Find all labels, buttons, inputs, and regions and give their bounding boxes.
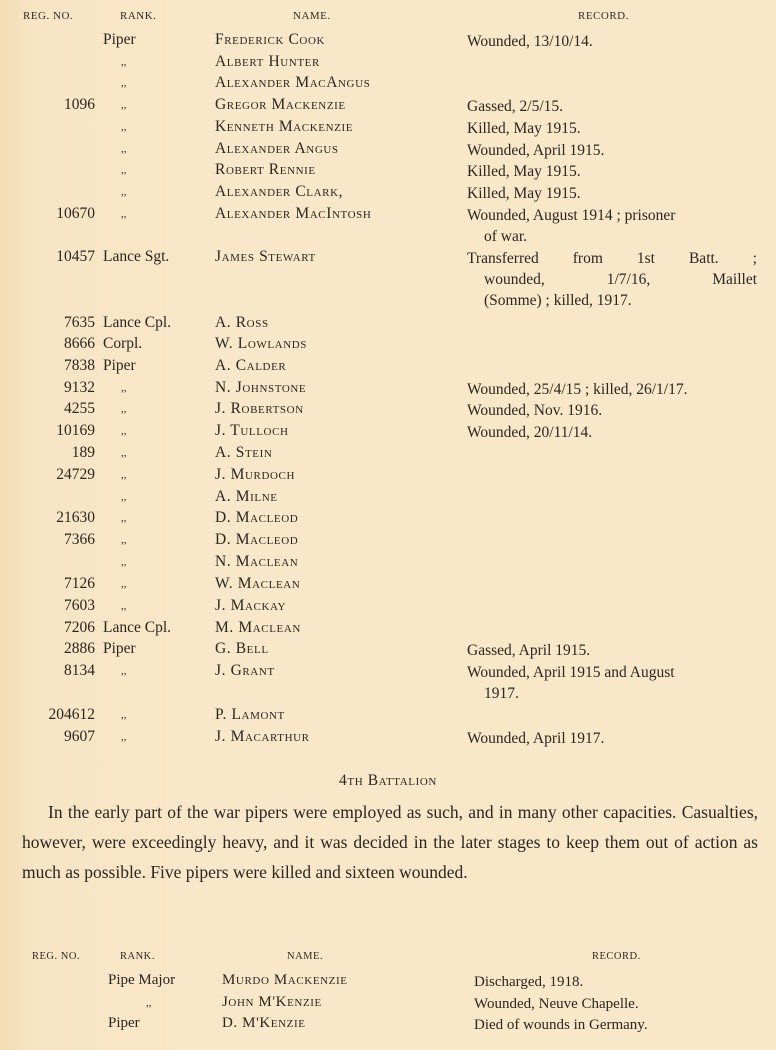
record <box>467 400 757 421</box>
name: Alexander Clark, <box>215 183 344 200</box>
name: A. Calder <box>215 357 287 374</box>
rank: Piper <box>103 357 136 374</box>
rank: ,, <box>121 447 127 459</box>
reg-no: 9607 <box>64 728 95 745</box>
record <box>467 140 757 161</box>
rank: ,, <box>121 56 127 68</box>
table-row <box>0 140 776 161</box>
record-line: Wounded, 13/10/14. <box>467 33 593 50</box>
rank: ,, <box>121 186 127 198</box>
table-row <box>0 314 776 335</box>
name: Alexander MacIntosh <box>215 205 372 222</box>
header-name: NAME. <box>293 10 331 22</box>
table-row <box>0 466 776 487</box>
name: James Stewart <box>215 248 316 265</box>
table-row <box>0 994 776 1015</box>
table-row <box>0 96 776 117</box>
record-line: of war. <box>484 228 528 245</box>
record: Discharged, 1918. <box>474 974 584 990</box>
record <box>467 728 757 749</box>
name: Robert Rennie <box>215 161 316 178</box>
record-line: Wounded, 25/4/15 ; killed, 26/1/17. <box>467 381 688 398</box>
record-line: Wounded, April 1917. <box>467 730 605 747</box>
record <box>467 379 757 400</box>
name: Albert Hunter <box>215 53 320 70</box>
rank: ,, <box>121 665 127 677</box>
name: M. Maclean <box>215 619 301 636</box>
rank: ,, <box>121 382 127 394</box>
record-line: Gassed, April 1915. <box>467 642 591 659</box>
reg-no: 7366 <box>64 531 95 548</box>
table-row <box>0 728 776 749</box>
record <box>467 118 757 139</box>
reg-no: 4255 <box>64 400 95 417</box>
rank: ,, <box>121 403 127 415</box>
rank: ,, <box>121 99 127 111</box>
name: J. Tulloch <box>215 422 289 439</box>
section-paragraph: In the early part of the war pipers were employed as such, and in many other capacities. Casualties, however, were exceedingly heavy, and it was decided in the later stages to keep them out of action as much as possible. Five pipers were killed and sixteen wounded. <box>22 802 758 882</box>
table-row <box>0 1015 776 1036</box>
rank: ,, <box>121 534 127 546</box>
section-paragraph-container <box>22 797 758 887</box>
record-line: Killed, May 1915. <box>467 120 581 137</box>
rank: Lance Cpl. <box>103 619 172 636</box>
reg-no: 7206 <box>64 619 95 636</box>
reg-no: 24729 <box>56 466 95 483</box>
reg-no: 189 <box>71 444 95 461</box>
rank: Piper <box>103 31 136 48</box>
header-record: RECORD. <box>578 10 629 22</box>
rank: Corpl. <box>103 335 143 352</box>
record: Died of wounds in Germany. <box>474 1017 648 1033</box>
table-row <box>0 161 776 182</box>
rank: ,, <box>121 425 127 437</box>
rank: ,, <box>121 556 127 568</box>
reg-no: 7126 <box>64 575 95 592</box>
record <box>467 640 757 661</box>
rank: ,, <box>121 143 127 155</box>
table-row <box>0 118 776 139</box>
name: W. Maclean <box>215 575 301 592</box>
name: J. Macarthur <box>215 728 310 745</box>
reg-no: 10169 <box>56 422 95 439</box>
name: Gregor Mackenzie <box>215 96 346 113</box>
name: J. Robertson <box>215 400 304 417</box>
name: N. Johnstone <box>215 379 307 396</box>
reg-no: 7635 <box>64 314 95 331</box>
record <box>467 183 757 204</box>
table-row <box>0 531 776 552</box>
name: A. Stein <box>215 444 273 461</box>
rank: ,, <box>121 709 127 721</box>
table-row <box>0 553 776 574</box>
name: Murdo Mackenzie <box>222 972 348 988</box>
name: John M'Kenzie <box>222 994 322 1010</box>
section-title: 4th Battalion <box>339 772 437 789</box>
name: G. Bell <box>215 640 269 657</box>
rank: ,, <box>121 600 127 612</box>
record-line: Wounded, April 1915. <box>467 142 605 159</box>
reg-no: 10670 <box>56 205 95 222</box>
record-line: (Somme) ; killed, 1917. <box>484 292 632 309</box>
name: D. Macleod <box>215 509 299 526</box>
reg-no: 204612 <box>48 706 95 723</box>
table-row <box>0 509 776 530</box>
record <box>467 662 757 704</box>
header2-rank: RANK. <box>120 951 155 962</box>
rank: ,, <box>121 512 127 524</box>
header2-reg-no: REG. NO. <box>32 951 81 962</box>
rank: ,, <box>121 731 127 743</box>
table-row <box>0 640 776 661</box>
table-row <box>0 662 776 702</box>
rank: Piper <box>108 1015 140 1031</box>
rank: Piper <box>103 640 136 657</box>
header2-name: NAME. <box>287 951 324 962</box>
table-row <box>0 488 776 509</box>
table-row <box>0 400 776 421</box>
table-row <box>0 205 776 245</box>
rank: Lance Cpl. <box>103 314 172 331</box>
rank: ,, <box>121 208 127 220</box>
reg-no: 7838 <box>64 357 95 374</box>
table-row <box>0 53 776 74</box>
record-line: Gassed, 2/5/15. <box>467 98 564 115</box>
header2-record: RECORD. <box>592 951 641 962</box>
reg-no: 9132 <box>64 379 95 396</box>
name: J. Mackay <box>215 597 287 614</box>
name: Frederick Cook <box>215 31 326 48</box>
reg-no: 1096 <box>64 96 95 113</box>
record: Wounded, Neuve Chapelle. <box>474 996 639 1012</box>
rank: ,, <box>121 121 127 133</box>
record <box>467 31 757 52</box>
table-row <box>0 597 776 618</box>
table-row <box>0 74 776 95</box>
table-row <box>0 357 776 378</box>
name: J. Murdoch <box>215 466 296 483</box>
record <box>467 248 757 311</box>
table-row <box>0 575 776 596</box>
record-line: Killed, May 1915. <box>467 185 581 202</box>
record-line: wounded, 1/7/16, Maillet <box>484 271 757 288</box>
header-rank: RANK. <box>120 10 157 22</box>
name: D. Macleod <box>215 531 299 548</box>
name: W. Lowlands <box>215 335 308 352</box>
rank: Lance Sgt. <box>103 248 170 265</box>
record <box>467 422 757 443</box>
record-line: Wounded, April 1915 and August <box>467 664 675 681</box>
table-row <box>0 422 776 443</box>
record <box>467 161 757 182</box>
record <box>467 205 757 247</box>
record-line: Killed, May 1915. <box>467 163 581 180</box>
rank: ,, <box>121 77 127 89</box>
record-line: Transferred from 1st Batt. ; <box>467 250 757 267</box>
reg-no: 2886 <box>64 640 95 657</box>
table-row <box>0 444 776 465</box>
rank: ,, <box>121 578 127 590</box>
rank: ,, <box>121 491 127 503</box>
name: A. Ross <box>215 314 269 331</box>
reg-no: 7603 <box>64 597 95 614</box>
table-row <box>0 335 776 356</box>
rank: ,, <box>146 997 152 1009</box>
reg-no: 10457 <box>56 248 95 265</box>
table-row <box>0 248 776 309</box>
rank: Pipe Major <box>108 972 176 988</box>
name: D. M'Kenzie <box>222 1015 306 1031</box>
name: J. Grant <box>215 662 275 679</box>
record-line: 1917. <box>484 685 519 702</box>
reg-no: 8666 <box>64 335 95 352</box>
record-line: Wounded, 20/11/14. <box>467 424 593 441</box>
table-row <box>0 619 776 640</box>
name: N. Maclean <box>215 553 299 570</box>
table-row <box>0 379 776 400</box>
table-row <box>0 183 776 204</box>
reg-no: 21630 <box>56 509 95 526</box>
name: Kenneth Mackenzie <box>215 118 354 135</box>
rank: ,, <box>121 469 127 481</box>
table-row <box>0 972 776 993</box>
record-line: Wounded, Nov. 1916. <box>467 402 603 419</box>
record-line: Wounded, August 1914 ; prisoner <box>467 207 676 224</box>
record <box>467 96 757 117</box>
rank: ,, <box>121 164 127 176</box>
name: A. Milne <box>215 488 278 505</box>
name: P. Lamont <box>215 706 285 723</box>
reg-no: 8134 <box>64 662 95 679</box>
name: Alexander MacAngus <box>215 74 371 91</box>
table-row <box>0 31 776 52</box>
header-reg-no: REG. NO. <box>23 10 74 22</box>
name: Alexander Angus <box>215 140 339 157</box>
table-row <box>0 706 776 727</box>
